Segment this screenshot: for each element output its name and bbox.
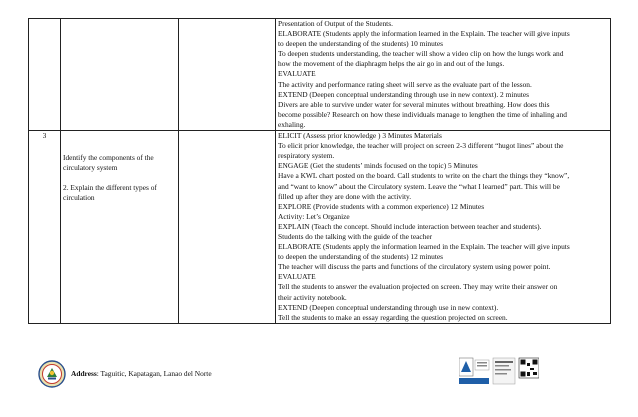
procedure-line: EXPLORE (Provide students with a common experience) 12 Minutes xyxy=(278,201,485,211)
procedure-line: EVALUATE xyxy=(278,272,316,282)
address-label: Address xyxy=(71,369,97,378)
lesson-plan-table xyxy=(28,18,611,324)
procedure-line: To elicit prior knowledge, the teacher will project on screen 2-3 different “hugot lines” about the xyxy=(278,141,564,151)
procedure-line: and “want to know” about the Circulatory system. Leave the “what I learned” part. This will be xyxy=(278,181,560,191)
procedure-cell xyxy=(276,19,611,131)
school-seal-icon xyxy=(38,360,66,388)
number-cell: 3 xyxy=(29,131,61,324)
procedure-line: to deepen the understanding of the students) 10 minutes xyxy=(278,39,444,49)
procedure-line: EXPLAIN (Teach the concept. Should include interaction between teacher and students). xyxy=(278,221,542,231)
procedure-line: The activity and performance rating sheet will serve as the evaluate part of the lesson. xyxy=(278,79,532,89)
objective-item: 2. Explain the different types of circulation xyxy=(63,183,157,203)
procedure-line: exhaling. xyxy=(278,119,306,129)
procedure-line: The teacher will discuss the parts and functions of the circulatory system using power point. xyxy=(278,262,551,272)
procedure-line: Have a KWL chart posted on the board. Call students to write on the chart the things they “know”, xyxy=(278,171,570,181)
procedure-line: Tell the students to answer the evaluation projected on screen. They may write their answer on xyxy=(278,282,558,292)
procedure-line: their activity notebook. xyxy=(278,292,347,302)
procedure-line: EVALUATE xyxy=(278,69,316,79)
procedure-line: how the movement of the diaphragm helps the air go in and out of the lungs. xyxy=(278,59,505,69)
procedure-line: Presentation of Output of the Students. xyxy=(278,19,393,28)
procedure-line: Students do the talking with the guide of the teacher xyxy=(278,231,433,241)
procedure-line: respiratory system. xyxy=(278,151,335,161)
empty-cell xyxy=(179,19,276,131)
procedure-line: ELABORATE (Students apply the information learned in the Explain. The teacher will give inputs xyxy=(278,242,570,252)
procedure-line: To deepen students understanding, the teacher will show a video clip on how the lungs work and xyxy=(278,49,564,59)
procedure-line: EXTEND (Deepen conceptual understanding through use in new context). xyxy=(278,302,499,312)
procedure-line: EXTEND (Deepen conceptual understanding through use in new context). 2 minutes xyxy=(278,89,530,99)
procedure-line: Tell the students to make an essay regarding the question projected on screen. xyxy=(278,312,508,322)
procedure-line: become possible? Research on how these individuals manage to lengthen the time of inhaling and xyxy=(278,109,567,119)
address-value: : Taguitic, Kapatagan, Lanao del Norte xyxy=(96,369,212,378)
certification-badges-icon xyxy=(459,356,539,386)
table-row xyxy=(29,19,611,131)
procedure-line: Activity: Let’s Organize xyxy=(278,211,350,221)
procedure-line: to deepen the understanding of the students) 12 minutes xyxy=(278,252,444,262)
procedure-line: ENGAGE (Get the students’ minds focused on the topic) 5 Minutes xyxy=(278,161,478,171)
objectives-cell xyxy=(61,131,179,324)
address-text xyxy=(71,369,212,378)
objectives-cell xyxy=(61,19,179,131)
procedure-line: ELABORATE (Students apply the information learned in the Explain. The teacher will give inputs xyxy=(278,29,570,39)
number-cell xyxy=(29,19,61,131)
empty-cell xyxy=(179,131,276,324)
procedure-line: Divers are able to survive under water for several minutes without breathing. How does this xyxy=(278,99,550,109)
procedure-cell xyxy=(276,131,611,324)
procedure-line: ELICIT (Assess prior knowledge ) 3 Minutes Materials xyxy=(278,131,442,141)
table-row xyxy=(29,131,611,324)
objective-item: Identify the components of the circulatory system xyxy=(63,153,154,173)
procedure-line: filled up after they are done with the activity. xyxy=(278,191,412,201)
